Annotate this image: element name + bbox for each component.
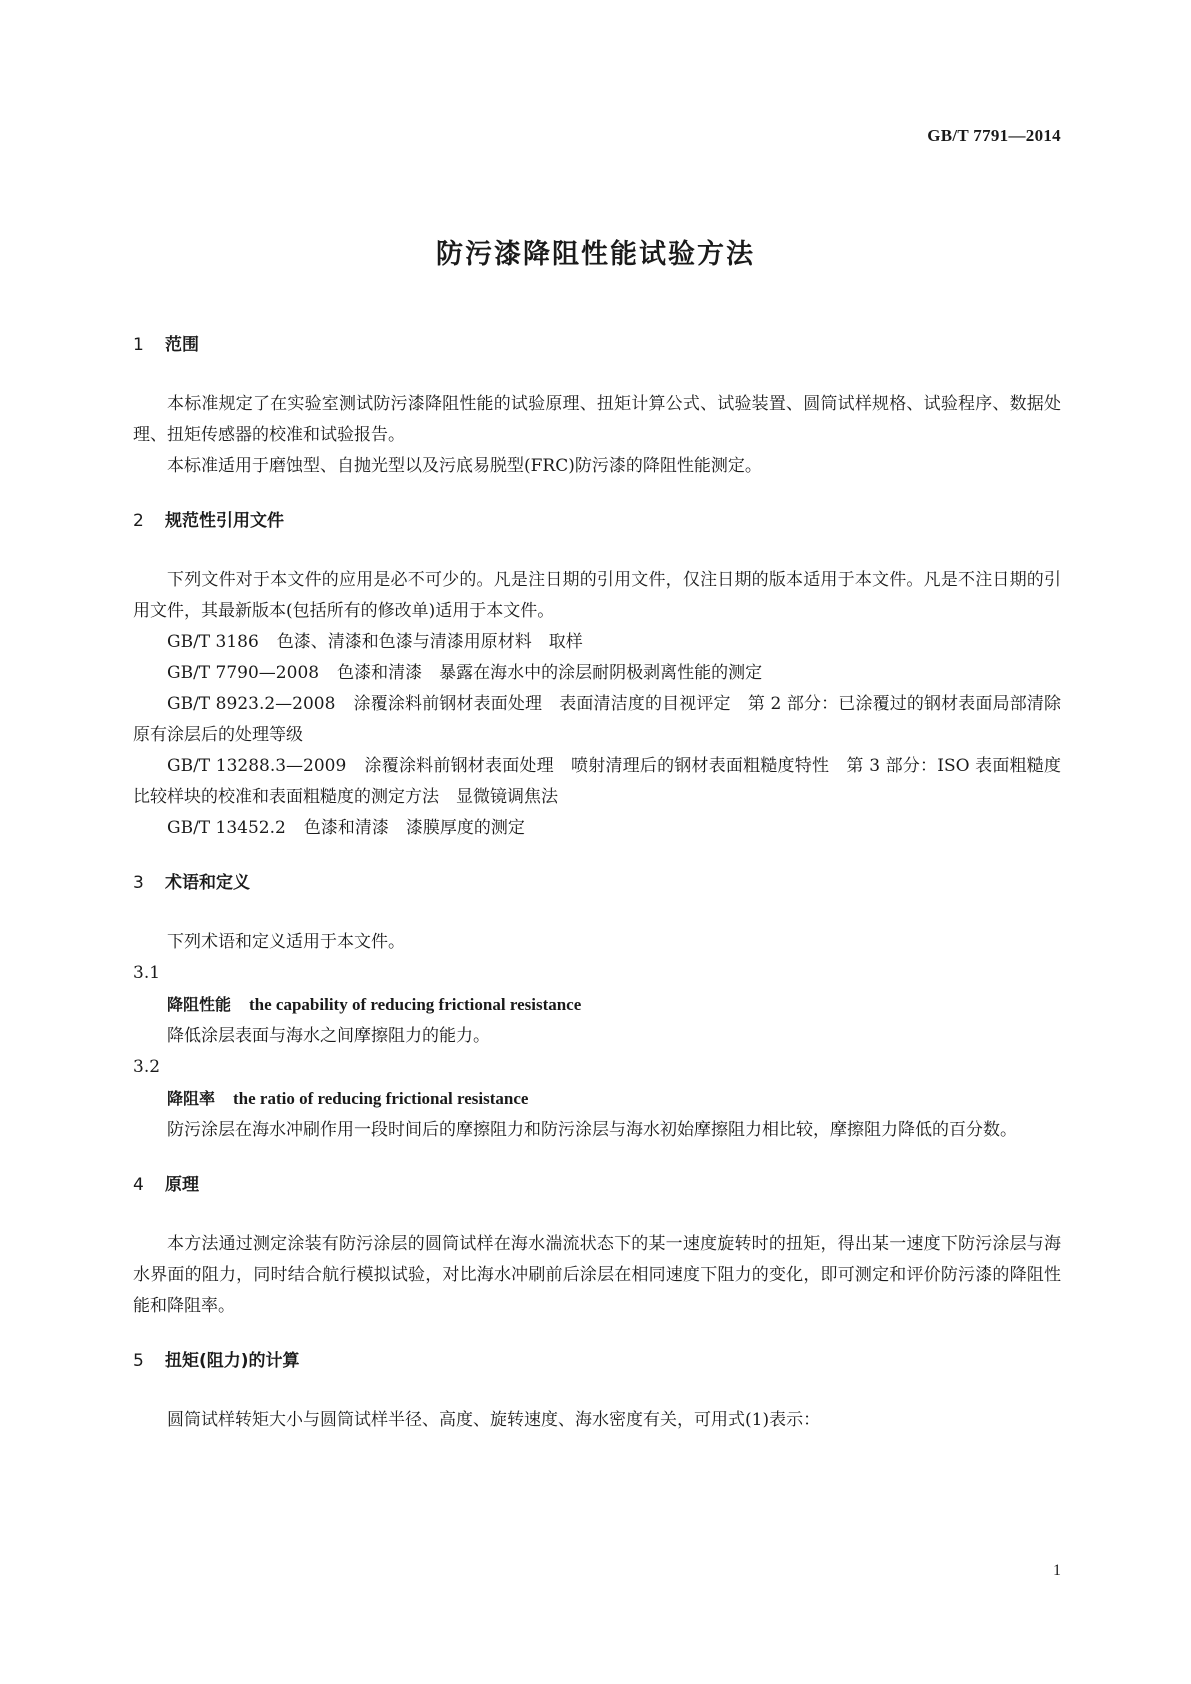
term-number: 3.2 — [133, 1057, 161, 1077]
section-number: 5 — [133, 1351, 144, 1371]
reference-item — [133, 813, 1061, 844]
section-heading-principle — [133, 1170, 1061, 1201]
section-number: 3 — [133, 873, 144, 893]
paragraph: 本标准适用于磨蚀型、自抛光型以及污底易脱型(FRC)防污漆的降阻性能测定。 — [167, 456, 762, 476]
paragraph: 本标准规定了在实验室测试防污漆降阻性能的试验原理、扭矩计算公式、试验装置、圆筒试样规格、试验程序、数据处理、扭矩传感器的校准和试验报告。 — [133, 394, 1061, 445]
paragraph: 本方法通过测定涂装有防污涂层的圆筒试样在海水湍流状态下的某一速度旋转时的扭矩，得出某一速度下防污涂层与海水界面的阻力，同时结合航行模拟试验，对比海水冲刷前后涂层在相同速度下阻力的变化，即可测定和评价防污漆的降阻性能和降阻率。 — [133, 1234, 1061, 1316]
reference-title: 色漆、清漆和色漆与清漆用原材料 取样 — [276, 632, 583, 652]
reference-code: GB/T 7790—2008 — [167, 663, 320, 683]
term-number: 3.1 — [133, 963, 161, 983]
term-chinese: 降阻性能 — [167, 995, 232, 1014]
section-title: 扭矩(阻力)的计算 — [165, 1351, 300, 1371]
term-definition: 防污涂层在海水冲刷作用一段时间后的摩擦阻力和防污涂层与海水初始摩擦阻力相比较，摩擦阻力降低的百分数。 — [167, 1120, 1017, 1140]
reference-code: GB/T 13452.2 — [167, 818, 286, 838]
term-entry — [133, 1083, 1061, 1115]
paragraph: 下列文件对于本文件的应用是必不可少的。凡是注日期的引用文件，仅注日期的版本适用于本文件。凡是不注日期的引用文件，其最新版本(包括所有的修改单)适用于本文件。 — [133, 570, 1061, 621]
paragraph: 圆筒试样转矩大小与圆筒试样半径、高度、旋转速度、海水密度有关，可用式(1)表示： — [167, 1410, 821, 1430]
section-heading-normative-references — [133, 506, 1061, 537]
reference-item — [133, 751, 1061, 813]
document-body — [133, 330, 1061, 1436]
section-number: 2 — [133, 511, 144, 531]
term-english: the capability of reducing frictional resistance — [249, 995, 582, 1014]
section-title: 范围 — [165, 335, 199, 355]
reference-code: GB/T 8923.2—2008 — [167, 694, 336, 714]
reference-title: 涂覆涂料前钢材表面处理 表面清洁度的目视评定 第 2 部分：已涂覆过的钢材表面局部清除原有涂层后的处理等级 — [133, 694, 1061, 745]
reference-item — [133, 658, 1061, 689]
reference-item — [133, 627, 1061, 658]
term-entry — [133, 989, 1061, 1021]
section-number: 1 — [133, 335, 144, 355]
standard-number: GB/T 7791—2014 — [927, 126, 1061, 145]
reference-code: GB/T 13288.3—2009 — [167, 756, 347, 776]
term-chinese: 降阻率 — [167, 1089, 216, 1108]
section-heading-terms-and-definitions — [133, 868, 1061, 899]
section-title: 规范性引用文件 — [165, 511, 284, 531]
term-english: the ratio of reducing frictional resistance — [233, 1089, 529, 1108]
reference-title: 色漆和清漆 漆膜厚度的测定 — [303, 818, 525, 838]
reference-title: 涂覆涂料前钢材表面处理 喷射清理后的钢材表面粗糙度特性 第 3 部分：ISO 表面粗糙度比较样块的校准和表面粗糙度的测定方法 显微镜调焦法 — [133, 756, 1062, 807]
term-definition: 降低涂层表面与海水之间摩擦阻力的能力。 — [167, 1026, 490, 1046]
document-title: 防污漆降阻性能试验方法 — [436, 239, 755, 270]
paragraph: 下列术语和定义适用于本文件。 — [167, 932, 405, 952]
section-heading-torque-calculation — [133, 1346, 1061, 1377]
section-title: 原理 — [165, 1175, 199, 1195]
page-number: 1 — [1053, 1562, 1061, 1579]
section-title: 术语和定义 — [165, 873, 250, 893]
section-heading-scope — [133, 330, 1061, 361]
section-number: 4 — [133, 1175, 144, 1195]
reference-title: 色漆和清漆 暴露在海水中的涂层耐阴极剥离性能的测定 — [337, 663, 763, 683]
reference-item — [133, 689, 1061, 751]
reference-code: GB/T 3186 — [167, 632, 259, 652]
